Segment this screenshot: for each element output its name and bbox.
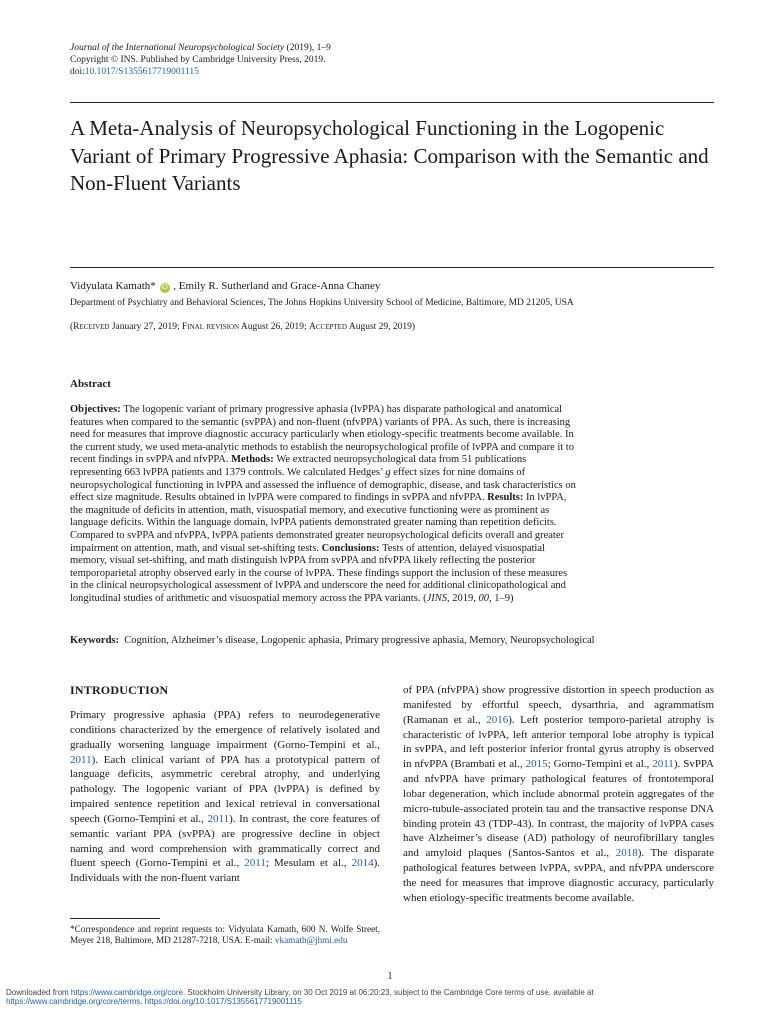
body-text: ). In contrast, the core features of semantic variant PPA (svPPA) are progressive decline in object naming and word comprehension with grammatically correct and fluent speech (Gorno-Tempini et al.,: [70, 812, 380, 870]
abstract-text: impairment on attention, math, and visual set-shifting tests.: [70, 542, 322, 554]
abstract-line: [70, 480, 636, 493]
keywords: [70, 634, 595, 647]
abstract-text: in the clinical neuropsychological assessment of lvPPA and underscore the need for additional clinicopathological and: [70, 580, 566, 592]
journal-name: Journal of the International Neuropsychological Society: [70, 43, 285, 53]
orcid-icon[interactable]: iD: [161, 284, 168, 291]
abstract-section-label: Conclusions:: [321, 542, 383, 554]
abstract-text: the magnitude of deficits in attention, math, visuospatial memory, and executive functioning were as prominent as: [70, 504, 550, 516]
doi-line: [70, 67, 199, 78]
body-text: ). Individuals with the non-fluent variant: [70, 857, 380, 885]
doi-url-link[interactable]: https://doi.org/10.1017/S1355617719001115: [144, 997, 302, 1006]
dates-open: (: [70, 322, 74, 332]
email-link[interactable]: vkamath@jhmi.edu: [274, 935, 348, 945]
abstract-line: [70, 417, 636, 430]
body-text: ). The disparate pathological features between lvPPA, svPPA, and nfvPPA underscore the need for measures that improve diagnostic accuracy, particularly when etiology-specific treatments become available.: [403, 847, 714, 904]
final-revision-date: August 26, 2019;: [239, 322, 309, 332]
footnote-text: *Correspondence and reprint requests to: Vidyulata Kamath, 600 N. Wolfe Street, Meyer 218, Baltimore, MD 21287-7218, USA. E-mail:: [70, 924, 380, 945]
keywords-label: Keywords:: [70, 635, 119, 646]
received-date: January 27, 2019;: [109, 322, 183, 332]
article-title: A Meta-Analysis of Neuropsychological Functioning in the Logopenic Variant of Primary Progressive Aphasia: Comparison with the Semantic and Non-Fluent Variants: [70, 116, 709, 195]
abstract-text: In lvPPA,: [525, 492, 567, 504]
coauthors: , Emily R. Sutherland and Grace-Anna Chaney: [170, 280, 381, 292]
abstract-text: language deficits. Within the language domain, lvPPA patients demonstrated greater naming than repetition deficits.: [70, 517, 557, 529]
abstract-section-label: Objectives:: [70, 404, 124, 415]
abstract-body: [70, 404, 636, 606]
abstract-line: [70, 467, 636, 480]
accepted-label: Accepted: [309, 322, 347, 332]
copyright-line: Copyright © INS. Published by Cambridge University Press, 2019.: [70, 55, 326, 65]
abstract-line: [70, 505, 636, 518]
cambridge-core-link[interactable]: https://www.cambridge.org/core: [70, 988, 183, 997]
abstract-text: The logopenic variant of primary progressive aphasia (lvPPA) has disparate pathological and anatomical: [123, 404, 563, 415]
received-label: Received: [73, 322, 110, 332]
abstract-line: [70, 555, 636, 568]
abstract-heading: Abstract: [70, 378, 111, 390]
abstract-text: representing 663 lvPPA patients and 1379 controls. We calculated Hedges’: [70, 466, 386, 478]
terms-link[interactable]: https://www.cambridge.org/core/terms: [6, 997, 141, 1006]
accepted-date: August 29, 2019): [346, 322, 416, 332]
body-text: of PPA (nfvPPA) show progressive distortion in speech production as manifested by effortful speech, dysarthria, and agrammatism (Ramanan et al.,: [403, 684, 714, 726]
journal-citation: [70, 43, 331, 54]
title-rule: [70, 267, 714, 268]
abstract-text: effect sizes for nine domains of: [390, 466, 526, 478]
abstract-text: 00: [478, 592, 489, 604]
first-author: Vidyulata Kamath*: [70, 280, 156, 292]
page-number: 1: [387, 971, 393, 982]
abstract-text: g: [385, 466, 391, 478]
body-text: ; Gorno-Tempini et al.,: [547, 758, 653, 771]
download-notice-line-2: [6, 997, 302, 1007]
section-heading-introduction: INTRODUCTION: [70, 683, 169, 697]
body-text: ). SvPPA and nfvPPA have primary pathological features of frontotemporal lobar degeneration, which include abnormal protein aggregates of the micro-tubule-associated protein tau and the transactive response DNA binding protein 43 (TDP-43). In contrast, the majority of lvPPA cases have Alzheimer’s disease (AD) pathology of neurofibrillary tangles and amyloid plaques (Santos-Santos et al.,: [403, 758, 714, 860]
download-text-2: . Stockholm University Library, on 30 Oct 2019 at 06:20:23, subject to the Cambridge Core terms of use, available at: [182, 988, 594, 997]
abstract-text: We extracted neuropsychological data from 51 publications: [276, 454, 527, 466]
citation-year-link[interactable]: 2011: [207, 812, 230, 825]
intro-paragraph-2: [403, 683, 714, 906]
citation-year-link[interactable]: 2018: [615, 847, 638, 860]
abstract-text: temporoparietal atrophy observed early in the course of lvPPA. These findings support the inclusion of these measures: [70, 567, 568, 579]
abstract-line: [70, 568, 636, 581]
final-revision-label: Final revision: [182, 322, 240, 332]
abstract-text: longitudinal studies of arithmetic and visuospatial memory across the PPA variants. (: [70, 592, 427, 604]
abstract-line: [70, 593, 636, 606]
abstract-line: [70, 530, 636, 543]
abstract-line: [70, 442, 636, 455]
body-text: Primary progressive aphasia (PPA) refers to neurodegenerative conditions characterized by the emergence of relatively isolated and gradually worsening language impairment (Gorno-Tempini et al.,: [70, 709, 380, 751]
abstract-text: JINS: [426, 592, 447, 604]
abstract-line: [70, 454, 636, 467]
abstract-text: , 1–9): [488, 592, 514, 604]
abstract-text: the current study, we used meta-analytic methods to establish the neuropsychological profile of lvPPA and compare it to: [70, 441, 574, 453]
doi-prefix: doi:: [70, 67, 85, 77]
doi-link[interactable]: 10.1017/S1355617719001115: [84, 67, 199, 77]
abstract-text: recent findings in svPPA and nfvPPA.: [70, 454, 232, 466]
abstract-line: [70, 543, 636, 556]
abstract-section-label: Results:: [487, 492, 526, 504]
affiliation: Department of Psychiatry and Behavioral Sciences, The Johns Hopkins University School of Medicine, Baltimore, MD 21205, USA: [70, 298, 574, 308]
header-rule: [70, 102, 714, 103]
abstract-text: Tests of attention, delayed visuospatial: [382, 542, 545, 554]
abstract-line: [70, 517, 636, 530]
abstract-text: features when compared to the semantic (svPPA) and non-fluent (nfvPPA) variants of PPA. As such, there is increasing: [70, 416, 571, 428]
citation-year-link[interactable]: 2014: [351, 857, 374, 870]
abstract-section-label: Methods:: [231, 454, 277, 466]
download-text: Downloaded from: [6, 988, 71, 997]
citation-year-link[interactable]: 2011: [70, 753, 92, 766]
body-text: ). Each clinical variant of PPA has a prototypical pattern of language deficits, asymmetric cerebral atrophy, and underlying pathology. The logopenic variant of PPA (lvPPA) is defined by impaired sentence repetition and lexical retrieval in conversational speech (Gorno-Tempini et al.,: [70, 753, 380, 825]
body-text: ). Left posterior temporo-parietal atrophy is characteristic of lvPPA, left anterior temporal lobe atrophy is typical in svPPA, and left posterior inferior frontal gyrus atrophy is observed in nfvPPA (Brambati et al.,: [403, 713, 714, 771]
author-list: [70, 279, 380, 293]
abstract-text: need for measures that improve diagnostic accuracy particularly when etiology-specific treatments become available. In: [70, 429, 574, 441]
abstract-line: [70, 492, 636, 505]
intro-column-right: [403, 683, 714, 906]
intro-paragraph-1: [70, 708, 380, 886]
intro-column-left: [70, 708, 380, 886]
citation-year-link[interactable]: 2011: [244, 857, 266, 870]
abstract-line: [70, 580, 636, 593]
abstract-text: memory, visual set-shifting, and math distinguish lvPPA from svPPA and nfvPPA likely reflecting the posterior: [70, 555, 536, 567]
abstract-text: neuropsychological functioning in lvPPA and assessed the influence of demographic, disease, and task characteristics on: [70, 479, 576, 491]
body-text: ; Mesulam et al.,: [265, 857, 352, 870]
abstract-line: [70, 404, 636, 417]
keywords-list: Cognition, Alzheimer’s disease, Logopenic aphasia, Primary progressive aphasia, Memory, Neuropsychological: [119, 635, 595, 646]
received-dates: [70, 321, 415, 333]
abstract-text: , 2019,: [446, 592, 479, 604]
correspondence-footnote: [70, 924, 380, 946]
abstract-text: Compared to svPPA and nfvPPA, lvPPA patients demonstrated greater neuropsychological deficits overall and greater: [70, 529, 565, 541]
citation-year-link[interactable]: 2015: [525, 758, 548, 771]
download-separator: .: [140, 997, 145, 1006]
citation-year-link[interactable]: 2011: [652, 758, 674, 771]
journal-year-pages: (2019), 1–9: [284, 43, 331, 53]
abstract-line: [70, 429, 636, 442]
footnote-rule: [70, 918, 160, 919]
abstract-text: effect size magnitude. Results obtained in lvPPA were compared to findings in svPPA and nfvPPA.: [70, 492, 488, 504]
citation-year-link[interactable]: 2016: [486, 713, 509, 726]
